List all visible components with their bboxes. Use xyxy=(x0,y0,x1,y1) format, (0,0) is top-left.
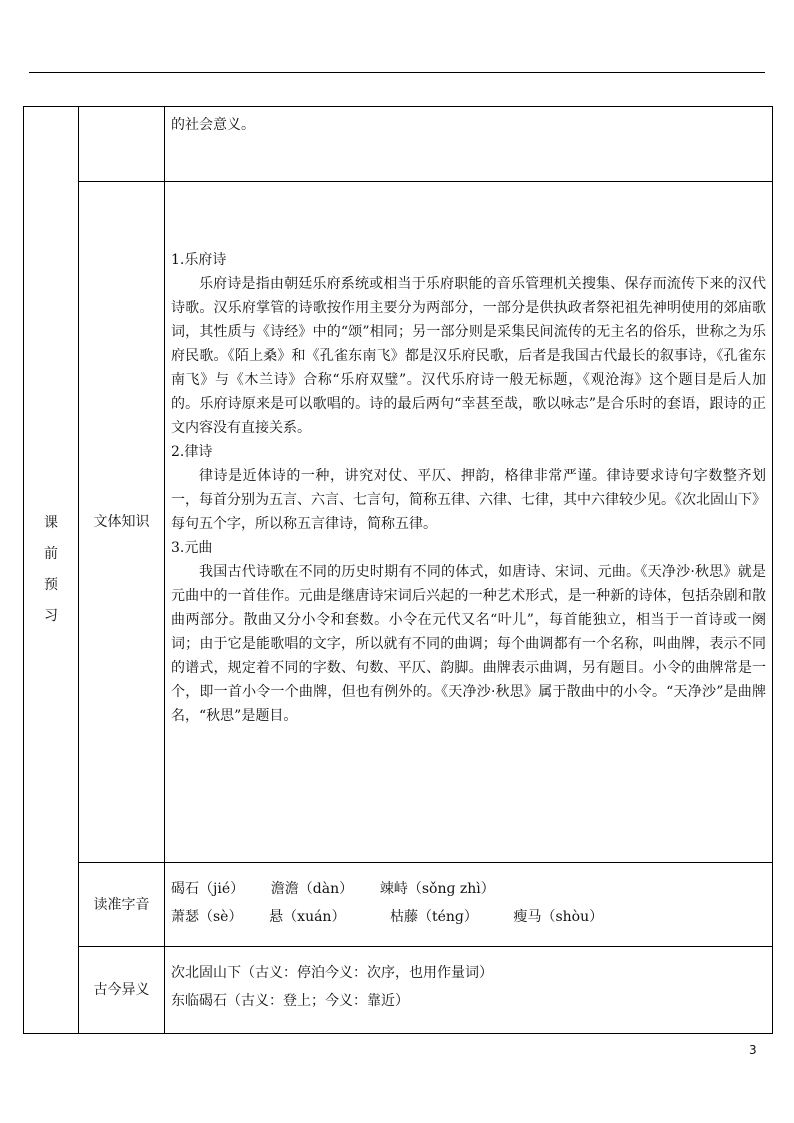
section-label-char: 前 xyxy=(44,546,58,562)
continuation-text: 的社会意义。 xyxy=(171,117,255,133)
section-label-char: 预 xyxy=(44,577,58,593)
section-label-char: 习 xyxy=(44,608,58,624)
genre-label: 文体知识 xyxy=(79,182,165,863)
header-rule xyxy=(29,72,765,73)
genre-paragraph: 律诗是近体诗的一种，讲究对仗、平仄、押韵，格律非常严谨。律诗要求诗句字数整齐划一，每首分别为五言、六言、七言句，简称五律、六律、七律，其中六律较少见。《次北固山下》每句五个字，所以称五言律诗，简称五律。 xyxy=(171,468,766,532)
pronunciation-row: 萧瑟（sè） 悬（xuán） 枯藤（ténɡ） 瘦马（shòu） xyxy=(171,909,604,925)
section-label xyxy=(24,508,78,632)
table-row-pronunciation xyxy=(24,863,773,947)
pronunciation-row: 碣石（jié） 澹澹（dàn） 竦峙（sǒnɡ zhì） xyxy=(171,881,495,897)
ancient-modern-line: 次北固山下（古义：停泊今义：次序，也用作量词） xyxy=(171,965,493,981)
continuation-cell xyxy=(165,107,773,182)
table-row-ancient-modern xyxy=(24,947,773,1034)
genre-content-cell xyxy=(165,182,773,863)
ancient-modern-line: 东临碣石（古义：登上；今义：靠近） xyxy=(171,993,409,1009)
preview-table xyxy=(23,106,773,1034)
genre-paragraph: 我国古代诗歌在不同的历史时期有不同的体式，如唐诗、宋词、元曲。《天净沙·秋思》就是元曲中的一首佳作。元曲是继唐诗宋词后兴起的一种艺术形式，是一种新的诗体，包括杂剧和散曲两部分。散曲又分小令和套数。小令在元代又名“叶儿”，每首能独立，相当于一首诗或一阕词；由于它是能歌唱的文字，所以就有不同的曲调；每个曲调都有一个名称，叫曲牌，表示不同的谱式，规定着不同的字数、句数、平仄、韵脚。曲牌表示曲调，另有题目。小令的曲牌常是一个，即一首小令一个曲牌，但也有例外的。《天净沙·秋思》属于散曲中的小令。“天净沙”是曲牌名，“秋思”是题目。 xyxy=(171,564,766,724)
genre-heading: 1.乐府诗 xyxy=(171,252,227,268)
genre-heading: 2.律诗 xyxy=(171,444,213,460)
table-row-genre xyxy=(24,182,773,863)
ancient-modern-label: 古今异义 xyxy=(79,947,165,1034)
pronunciation-content-cell xyxy=(165,863,773,947)
genre-paragraph: 乐府诗是指由朝廷乐府系统或相当于乐府职能的音乐管理机关搜集、保存而流传下来的汉代诗歌。汉乐府掌管的诗歌按作用主要分为两部分，一部分是供执政者祭祀祖先神明使用的郊庙歌词，其性质与《诗经》中的“颂”相同；另一部分则是采集民间流传的无主名的俗乐，世称之为乐府民歌。《陌上桑》和《孔雀东南飞》都是汉乐府民歌，后者是我国古代最长的叙事诗，《孔雀东南飞》与《木兰诗》合称“乐府双璧”。汉代乐府诗一般无标题，《观沧海》这个题目是后人加的。乐府诗原来是可以歌唱的。诗的最后两句“幸甚至哉，歌以咏志”是合乐时的套语，跟诗的正文内容没有直接关系。 xyxy=(171,276,766,436)
genre-heading: 3.元曲 xyxy=(171,540,213,556)
empty-label-cell xyxy=(79,107,165,182)
page-number: 3 xyxy=(749,1043,757,1057)
section-label-cell xyxy=(24,107,79,1034)
ancient-modern-content-cell xyxy=(165,947,773,1034)
pronunciation-label: 读准字音 xyxy=(79,863,165,947)
table-row-continuation xyxy=(24,107,773,182)
section-label-char: 课 xyxy=(44,515,58,531)
